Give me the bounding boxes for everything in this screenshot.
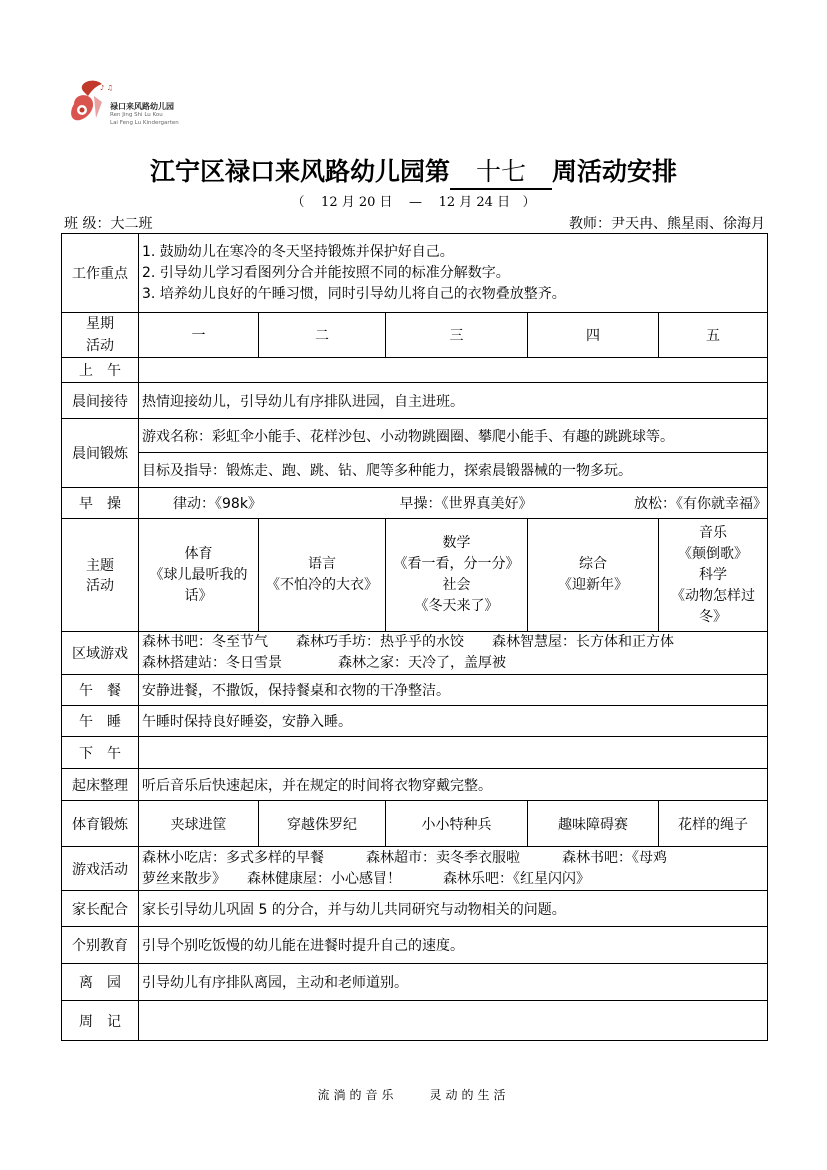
day-thursday: 四 <box>528 313 659 358</box>
lunch-label: 午 餐 <box>62 675 139 706</box>
teachers-label: 教师：尹天冉、熊星雨、徐海月 <box>569 216 765 232</box>
theme-thursday <box>528 519 659 632</box>
pe-thursday: 趣味障碍赛 <box>528 801 659 847</box>
pe-row <box>62 801 768 847</box>
pe-label: 体育锻炼 <box>62 801 139 847</box>
nap-label: 午 睡 <box>62 706 139 737</box>
individual-text: 引导个别吃饭慢的幼儿能在进餐时提升自己的速度。 <box>139 927 768 964</box>
pe-friday: 花样的绳子 <box>659 801 768 847</box>
schedule-table <box>61 233 768 1041</box>
theme-wednesday <box>386 519 528 632</box>
reception-row <box>62 383 768 419</box>
logo-caption <box>110 103 179 127</box>
theme-friday <box>659 519 768 632</box>
exercise-games: 游戏名称：彩虹伞小能手、花样沙包、小动物跳圈圈、攀爬小能手、有趣的跳跳球等。 <box>139 419 768 453</box>
date-range: （ 12 月 20 日 — 12 月 24 日 ） <box>291 195 536 210</box>
area-label: 区域游戏 <box>62 632 139 675</box>
exercise-goal-row <box>62 453 768 488</box>
theme-topic: 话》 <box>184 587 213 604</box>
drill-row <box>62 488 768 519</box>
focus-row <box>62 234 768 313</box>
morning-row <box>62 358 768 383</box>
drill-relax: 放松：《有你就幸福》 <box>634 496 768 512</box>
svg-text:♪ ♫: ♪ ♫ <box>100 84 113 92</box>
area-row <box>62 632 768 675</box>
theme-subject: 综合 <box>579 556 607 572</box>
area-line: 森林搭建站：冬日雪景 森林之家：天冷了，盖厚被 <box>142 655 506 671</box>
exercise-goal: 目标及指导：锻炼走、跑、跳、钻、爬等多种能力，探索晨锻器械的一物多玩。 <box>139 453 768 488</box>
pe-wednesday: 小小特种兵 <box>386 801 528 847</box>
notes-label: 周 记 <box>62 1001 139 1041</box>
title-prefix: 江宁区禄口来风路幼儿园第 <box>149 157 450 186</box>
leave-text: 引导幼儿有序排队离园，主动和老师道别。 <box>139 964 768 1001</box>
title-suffix: 周活动安排 <box>552 157 678 186</box>
exercise-row <box>62 419 768 453</box>
reception-text: 热情迎接幼儿，引导幼儿有序排队进园，自主进班。 <box>139 383 768 419</box>
drill-label: 早 操 <box>62 488 139 519</box>
focus-item: 1. 鼓励幼儿在寒冷的冬天坚持锻炼并保护好自己。 <box>142 243 454 260</box>
page-title <box>0 152 827 190</box>
wakeup-label: 起床整理 <box>62 769 139 801</box>
afternoon-label: 下 午 <box>62 737 139 769</box>
nap-row <box>62 706 768 737</box>
wakeup-text: 听后音乐后快速起床，并在规定的时间将衣物穿戴完整。 <box>139 769 768 801</box>
activity-label: 活动 <box>86 338 114 354</box>
day-tuesday: 二 <box>259 313 386 358</box>
weekday-header-label <box>62 313 139 358</box>
notes-row <box>62 1001 768 1041</box>
theme-topic: 《球儿最听我的 <box>149 566 248 583</box>
parents-label: 家长配合 <box>62 891 139 927</box>
day-friday: 五 <box>659 313 768 358</box>
logo-name-cn: 禄口来风路幼儿园 <box>110 102 174 111</box>
theme-topic: 冬》 <box>699 608 728 625</box>
theme-tuesday <box>259 519 386 632</box>
notes-text[interactable] <box>139 1001 768 1041</box>
focus-content <box>139 234 768 313</box>
area-content <box>139 632 768 675</box>
theme-subject: 数学 <box>442 535 471 551</box>
week-label: 星期 <box>86 316 114 332</box>
pe-tuesday: 穿越侏罗纪 <box>259 801 386 847</box>
drill-rhythm: 律动：《98k》 <box>173 496 262 512</box>
theme-monday <box>139 519 259 632</box>
individual-label: 个别教育 <box>62 927 139 964</box>
afternoon-row <box>62 737 768 769</box>
theme-topic: 《迎新年》 <box>558 577 628 593</box>
theme-topic: 《看一看，分一分》 <box>393 556 520 572</box>
parents-row <box>62 891 768 927</box>
theme-subject: 语言 <box>308 556 336 572</box>
area-line: 森林书吧：冬至节气 森林巧手坊：热乎乎的水饺 森林智慧屋：长方体和正方体 <box>142 634 674 650</box>
logo-name-en1: Ren Jing Shi Lu Kou <box>110 112 163 118</box>
lunch-text: 安静进餐，不撒饭，保持餐桌和衣物的干净整洁。 <box>139 675 768 706</box>
theme-subject: 科学 <box>699 566 728 583</box>
theme-subject: 体育 <box>184 545 213 562</box>
theme-topic: 《颠倒歌》 <box>678 545 749 562</box>
day-wednesday: 三 <box>386 313 528 358</box>
reception-label: 晨间接待 <box>62 383 139 419</box>
focus-item: 2. 引导幼儿学习看图列分合并能按照不同的标准分解数字。 <box>142 264 510 281</box>
drill-exercise: 早操：《世界真美好》 <box>399 496 533 512</box>
games-label: 游戏活动 <box>62 847 139 891</box>
class-label: 班 级：大二班 <box>64 216 153 232</box>
individual-row <box>62 927 768 964</box>
theme-label <box>62 519 139 632</box>
theme-topic: 《动物怎样过 <box>671 587 756 604</box>
theme-subject: 音乐 <box>699 524 728 541</box>
logo-name-en2: Lai Feng Lu Kindergarten <box>110 120 179 126</box>
lunch-row <box>62 675 768 706</box>
theme-row <box>62 519 768 632</box>
nap-text: 午睡时保持良好睡姿，安静入睡。 <box>139 706 768 737</box>
games-line: 森林小吃店：多式多样的早餐 森林超市：卖冬季衣服啦 森林书吧：《母鸡 <box>142 849 667 866</box>
focus-label: 工作重点 <box>62 234 139 313</box>
day-monday: 一 <box>139 313 259 358</box>
games-content <box>139 847 768 891</box>
weekday-header-row <box>62 313 768 358</box>
theme-subject: 社会 <box>442 577 471 593</box>
pe-monday: 夹球进筐 <box>139 801 259 847</box>
exercise-label: 晨间锻炼 <box>62 419 139 488</box>
theme-topic: 《不怕冷的大衣》 <box>266 577 378 593</box>
drill-content <box>139 488 768 519</box>
games-row <box>62 847 768 891</box>
morning-label: 上 午 <box>62 358 139 383</box>
footer-slogan: 流淌的音乐 灵动的生活 <box>317 1088 510 1102</box>
leave-row <box>62 964 768 1001</box>
week-number: 十七 <box>450 152 552 190</box>
games-line: 萝丝来散步》 森林健康屋：小心感冒！ 森林乐吧：《红星闪闪》 <box>142 870 590 887</box>
wakeup-row <box>62 769 768 801</box>
theme-label-1: 主题 <box>86 558 114 574</box>
focus-item: 3. 培养幼儿良好的午睡习惯，同时引导幼儿将自己的衣物叠放整齐。 <box>142 285 566 302</box>
theme-topic: 《冬天来了》 <box>414 598 499 614</box>
leave-label: 离 园 <box>62 964 139 1001</box>
theme-label-2: 活动 <box>86 578 114 594</box>
parents-text: 家长引导幼儿巩固 5 的分合，并与幼儿共同研究与动物相关的问题。 <box>139 891 768 927</box>
